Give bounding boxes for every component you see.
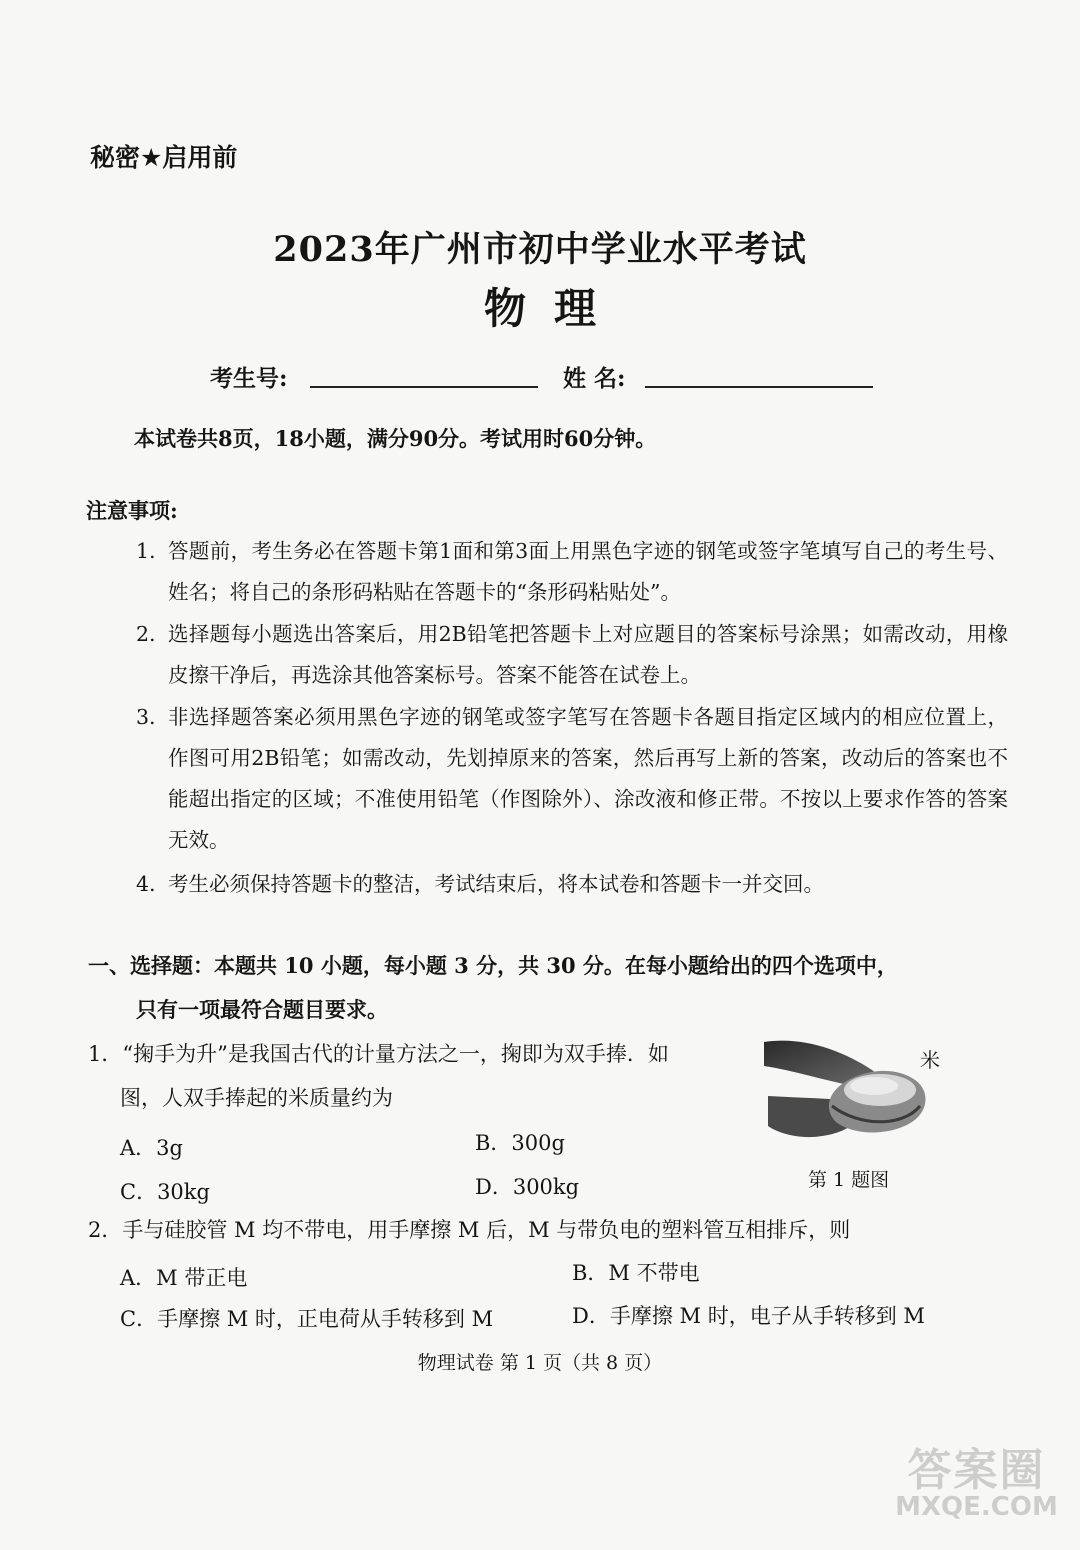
question-1-option-c: C．30kg xyxy=(120,1180,210,1204)
question-1-stem-line2: 图，人双手捧起的米质量约为 xyxy=(120,1086,393,1110)
site-watermark xyxy=(889,1430,1064,1530)
candidate-id-label: 考生号: xyxy=(210,365,288,392)
figure-rice-label: 米 xyxy=(920,1048,940,1072)
question-2-option-b: B．M 不带电 xyxy=(572,1261,700,1285)
section-heading-line1: 一、选择题：本题共 10 小题，每小题 3 分，共 30 分。在每小题给出的四个选项中， xyxy=(88,953,898,978)
note-item-4 xyxy=(138,864,1008,905)
section-heading xyxy=(88,944,1008,1032)
question-1-stem-line1: 1．“掬手为升”是我国古代的计量方法之一，掬即为双手捧．如 xyxy=(88,1042,669,1066)
question-2-option-d: D．手摩擦 M 时，电子从手转移到 M xyxy=(572,1304,925,1328)
watermark-logo-text: 答案圈 xyxy=(907,1445,1046,1496)
note-text: 非选择题答案必须用黑色字迹的钢笔或签字笔写在答题卡各题目指定区域内的相应位置上，作图可用2B铅笔；如需改动，先划掉原来的答案，然后再写上新的答案，改动后的答案也不能超出指定的区域；不准使用铅笔（作图除外）、涂改液和修正带。不按以上要求作答的答案无效。 xyxy=(168,705,1008,852)
note-text: 答题前，考生务必在答题卡第1面和第3面上用黑色字迹的钢笔或签字笔填写自己的考生号、姓名；将自己的条形码粘贴在答题卡的“条形码粘贴处”。 xyxy=(168,539,1008,604)
watermark-url-text: MXQE.COM xyxy=(895,1492,1058,1522)
candidate-name-label: 姓 名: xyxy=(563,365,626,392)
question-2-option-a: A．M 带正电 xyxy=(120,1266,248,1290)
figure-caption: 第 1 题图 xyxy=(808,1169,890,1191)
note-number: 2. xyxy=(136,622,156,646)
note-number: 4. xyxy=(136,872,156,896)
note-text: 选择题每小题选出答案后，用2B铅笔把答题卡上对应题目的答案标号涂黑；如需改动，用橡皮擦干净后，再选涂其他答案标号。答案不能答在试卷上。 xyxy=(168,622,1008,687)
note-item-2 xyxy=(138,614,1008,696)
exam-info: 本试卷共8页，18小题，满分90分。考试用时60分钟。 xyxy=(134,426,657,451)
section-heading-line2: 只有一项最符合题目要求。 xyxy=(136,997,388,1022)
question-1-option-d: D．300kg xyxy=(475,1175,580,1199)
secret-label: 秘密★启用前 xyxy=(90,143,238,172)
note-number: 3. xyxy=(136,705,156,729)
note-item-1 xyxy=(138,531,1008,613)
hands-holding-rice-figure xyxy=(762,1036,977,1146)
candidate-id-field[interactable] xyxy=(310,386,538,388)
subject-title: 物理 xyxy=(483,284,624,333)
candidate-name-field[interactable] xyxy=(645,386,873,388)
exam-title: 2023年广州市初中学业水平考试 xyxy=(273,229,807,270)
note-number: 1. xyxy=(136,539,156,563)
page-footer: 物理试卷 第 1 页（共 8 页） xyxy=(417,1352,663,1374)
question-1-option-b: B．300g xyxy=(475,1131,565,1155)
question-2-stem: 2．手与硅胶管 M 均不带电，用手摩擦 M 后，M 与带负电的塑料管互相排斥，则 xyxy=(88,1218,851,1242)
question-1-option-a: A．3g xyxy=(120,1136,183,1160)
question-2-option-c: C．手摩擦 M 时，正电荷从手转移到 M xyxy=(120,1307,494,1331)
notes-title: 注意事项: xyxy=(86,498,178,523)
note-text: 考生必须保持答题卡的整洁，考试结束后，将本试卷和答题卡一并交回。 xyxy=(168,872,824,896)
note-item-3 xyxy=(138,697,1008,861)
